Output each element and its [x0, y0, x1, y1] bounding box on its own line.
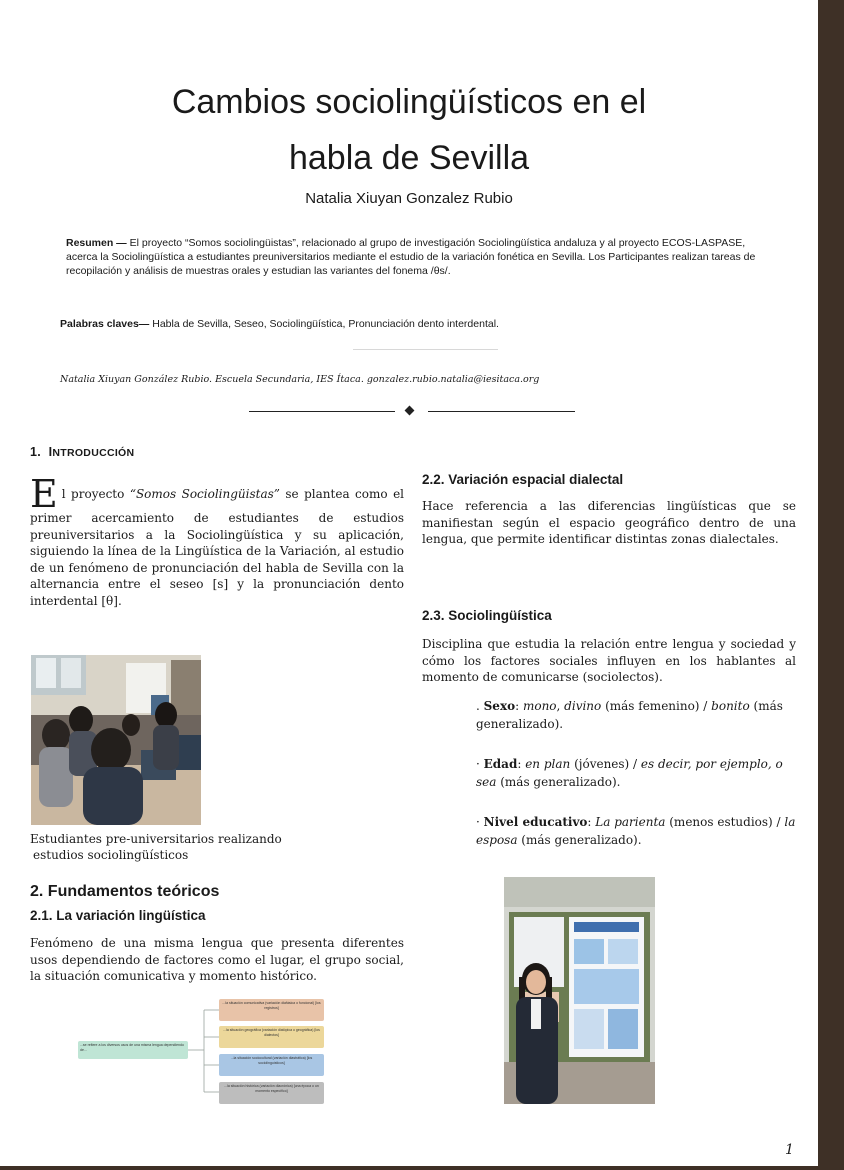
- fundamentos-heading: 2. Fundamentos teóricos: [30, 883, 220, 900]
- keywords-label: Palabras claves—: [60, 318, 150, 330]
- diagram-root-box: [78, 1041, 188, 1059]
- title-line-2: habla de Sevilla: [288, 139, 530, 177]
- abstract-divider: [353, 349, 498, 350]
- sec21-text: Fenómeno de una misma lengua que presenta diferentes usos dependiendo de factores como el lugar, el grupo social, la situación comunicativa y momento histórico.: [30, 936, 404, 983]
- intro-dropcap: E: [30, 472, 58, 516]
- separator-diamond-icon: [405, 406, 415, 416]
- students-photo-caption: [30, 831, 330, 863]
- keywords-text: Habla de Sevilla, Seseo, Sociolingüística, Pronunciación dento interdental.: [149, 318, 499, 330]
- caption-line-1: Estudiantes pre-universitarios realizando: [30, 832, 282, 846]
- bullet-sep: :: [515, 699, 523, 713]
- intro-heading-number: 1.: [30, 445, 42, 459]
- keywords: [60, 318, 750, 330]
- intro-heading: [30, 445, 134, 459]
- bullet-comma: ,: [556, 699, 565, 713]
- page-edge-strip: [818, 0, 844, 1170]
- intro-heading-rest: NTRODUCCIÓN: [52, 447, 135, 459]
- separator-left-line: [249, 411, 395, 412]
- caption-line-2: estudios sociolingüísticos: [33, 848, 189, 862]
- bullet-nivel-educativo: [476, 813, 801, 849]
- page-number: 1: [785, 1142, 794, 1158]
- students-photo-illustration: [31, 655, 201, 825]
- intro-project-name: “Somos Sociolingüistas”: [129, 487, 280, 501]
- diagram-box-text: ...la situación sociocultural (variación diastrática) [los sociolinguísticos]: [230, 1056, 313, 1065]
- page-bottom-strip: [0, 1166, 818, 1170]
- bullet-label-nivel: Nivel educativo: [483, 815, 588, 829]
- intro-text-rest: se plantea como el primer acercamiento de estudiantes de estudios preuniversitarios a la Sociolingüística y su aplicación, siguiendo la línea de la Lingüística de la Variación, al estudio de un fenómeno de pronunciación del habla de Sevilla con la alternancia entre el seseo [s] y la pronunciación dento interdental [θ].: [30, 487, 405, 608]
- diagram-box-text: ...la situación comunicativa (variación diafásica o funcional) [los registros]: [222, 1001, 321, 1010]
- bullet-text: (más femenino) /: [601, 699, 712, 713]
- bullet-text: (menos estudios) /: [665, 815, 785, 829]
- bullet-text: (más generalizado).: [496, 775, 621, 789]
- bullet-marker: ·: [476, 757, 484, 771]
- abstract-text: El proyecto “Somos sociolingüistas”, relacionado al grupo de investigación Sociolingüística andaluza y al proyecto ECOS-LASPASE, acerca la Sociolingüística a estudiantes preuniversitarios mediante el estudio de la variación fonética en Sevilla. Los Participantes realizan tareas de recopilación y análisis de muestras orales y estudian las variantes del fonema /θs/.: [66, 237, 756, 277]
- bullet-text: (jóvenes) /: [570, 757, 641, 771]
- abstract-label: Resumen —: [66, 237, 127, 249]
- sociolect-factors-list: [476, 697, 801, 871]
- bullet-sep: :: [587, 815, 596, 829]
- diagram-box-historical: [219, 1082, 324, 1104]
- bullet-label-edad: Edad: [483, 757, 518, 771]
- abstract: [66, 236, 756, 278]
- sec21-heading: 2.1. La variación lingüística: [30, 908, 206, 923]
- example-mono: mono: [522, 699, 557, 713]
- diagram-box-text: ...la situación histórica (variación diacrónica) [una época o un momento específico]: [224, 1084, 319, 1093]
- intro-heading-first-letter: I: [48, 445, 53, 459]
- bullet-text: (más generalizado).: [476, 699, 783, 731]
- sec23-text: Disciplina que estudia la relación entre lengua y sociedad y cómo los factores sociales influyen en los hablantes al momento de comunicarse (sociolectos).: [422, 637, 796, 684]
- author: Natalia Xiuyan Gonzalez Rubio: [305, 190, 513, 207]
- bullet-marker: ·: [476, 815, 484, 829]
- poster-photo: [504, 877, 655, 1104]
- sec22-heading: 2.2. Variación espacial dialectal: [422, 472, 624, 487]
- intro-text-start: l proyecto: [61, 487, 130, 501]
- sec23-heading: 2.3. Sociolingüística: [422, 608, 552, 623]
- bullet-sexo: [476, 697, 801, 733]
- students-photo: [31, 655, 201, 825]
- bullet-label-sexo: Sexo: [483, 699, 516, 713]
- title-line-1: Cambios sociolingüísticos en el: [171, 83, 647, 121]
- diagram-box-text: ...la situación geográfica (variación diatópica o geográfica) [los dialectos]: [223, 1028, 320, 1037]
- intro-paragraph: [30, 472, 405, 609]
- bullet-sep: :: [517, 757, 526, 771]
- variation-diagram: [78, 996, 328, 1106]
- example-la-parienta: La parienta: [595, 815, 666, 829]
- affiliation: Natalia Xiuyan González Rubio. Escuela Secundaria, IES Ítaca. gonzalez.rubio.natalia@iesitaca.org: [60, 374, 540, 385]
- bullet-text: (más generalizado).: [517, 833, 642, 847]
- diagram-box-sociocultural: [219, 1054, 324, 1076]
- example-bonito: bonito: [711, 699, 750, 713]
- example-la-esposa: la esposa: [476, 815, 796, 847]
- example-es-decir: es decir, por ejemplo, o sea: [476, 757, 783, 789]
- diagram-box-geographic: [219, 1026, 324, 1048]
- bullet-edad: [476, 755, 801, 791]
- sec22-text: Hace referencia a las diferencias lingüísticas que se manifiestan según el espacio geográfico dentro de una lengua, que permite identificar distintas zonas dialectales.: [422, 499, 796, 546]
- separator-right-line: [428, 411, 575, 412]
- poster-photo-illustration: [504, 877, 655, 1104]
- example-en-plan: en plan: [525, 757, 571, 771]
- diagram-box-communicative: [219, 999, 324, 1021]
- bullet-marker: .: [476, 699, 484, 713]
- diagram-root-text: ...se refiere a los diversos usos de una misma lengua dependiendo de...: [80, 1043, 184, 1052]
- example-divino: divino: [564, 699, 602, 713]
